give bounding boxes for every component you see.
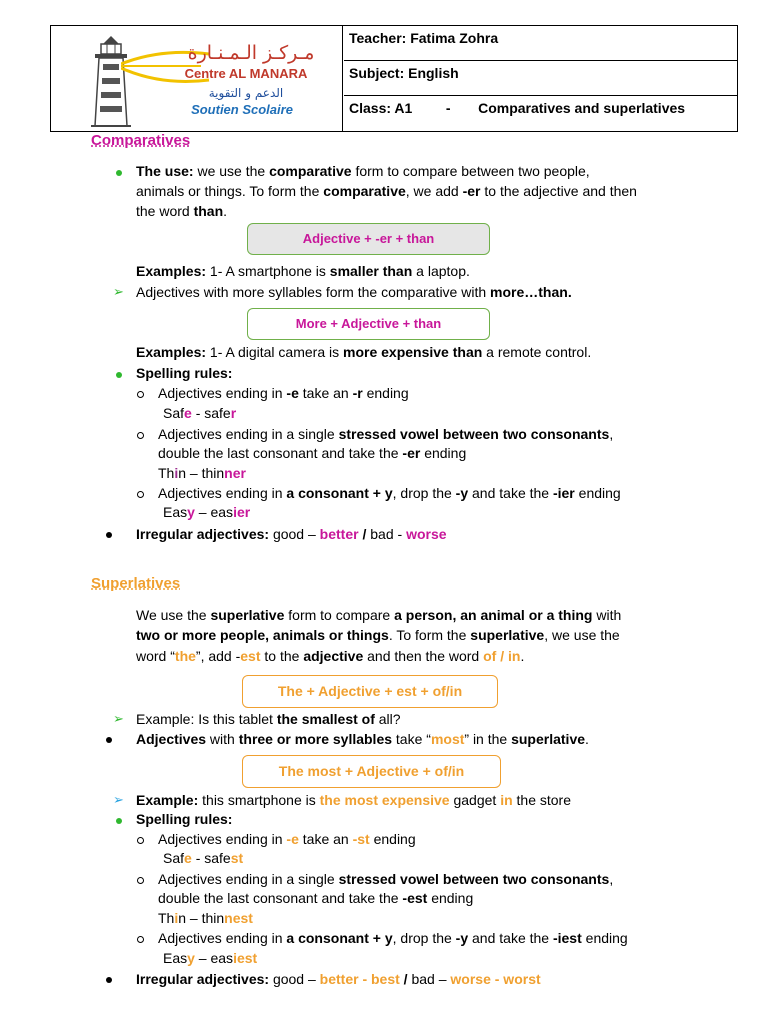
class-dash: -: [445, 100, 451, 116]
logo-cell: [51, 26, 343, 131]
comparatives-rule3-example: Easy – easier: [163, 504, 251, 520]
circle-bullet-icon: [137, 491, 144, 498]
arrow-bullet-icon: ➢: [113, 284, 124, 299]
superlative-formula-box: The + Adjective + est + of/in: [242, 675, 498, 708]
comparatives-spelling-label: Spelling rules:: [136, 365, 233, 381]
circle-bullet-icon: [137, 936, 144, 943]
superlatives-para-line3: word “the”, add -est to the adjective and then the word of / in.: [136, 648, 525, 664]
bullet-dot-icon: [116, 170, 122, 176]
superlatives-spelling-label: Spelling rules:: [136, 811, 233, 827]
circle-bullet-icon: [137, 432, 144, 439]
header-table: [50, 25, 738, 132]
superlatives-rule2-line2: double the last consonant and take the -est ending: [158, 890, 474, 906]
comparatives-title: Comparatives: [91, 132, 191, 149]
circle-bullet-icon: [137, 837, 144, 844]
superlatives-example2: Example: this smartphone is the most expensive gadget in the store: [136, 792, 572, 808]
class-topic: Comparatives and superlatives: [478, 100, 686, 116]
superlatives-para-line1: We use the superlative form to compare a person, an animal or a thing with: [136, 607, 622, 623]
subject-field: Subject: English: [344, 61, 738, 96]
comparatives-long-adjectives: Adjectives with more syllables form the comparative with more…than.: [136, 284, 572, 300]
logo-arabic-name: مـركـز الـمـنـارة: [187, 42, 315, 64]
superlatives-example1: Example: Is this tablet the smallest of all?: [136, 711, 401, 727]
superlatives-rule3-example: Easy – easiest: [163, 950, 258, 966]
comparatives-example2: Examples: 1- A digital camera is more expensive than a remote control.: [136, 344, 592, 360]
superlatives-rule3: Adjectives ending in a consonant + y, drop the -y and take the -iest ending: [158, 930, 628, 946]
superlatives-para-line2: two or more people, animals or things. To form the superlative, we use the: [136, 627, 620, 643]
comparative-formula-box: Adjective + -er + than: [247, 223, 490, 255]
class-label: Class: A1: [349, 100, 413, 116]
superlatives-long-adjectives: Adjectives with three or more syllables take “most” in the superlative.: [136, 731, 589, 747]
comparatives-use-line1: The use: we use the comparative form to compare between two people,: [136, 163, 590, 179]
superlatives-rule1: Adjectives ending in -e take an -st ending: [158, 831, 416, 847]
superlatives-irregular: Irregular adjectives: good – better - best / bad – worse - worst: [136, 971, 541, 987]
logo-arabic-sub: الدعم و التقوية: [208, 86, 284, 100]
superlatives-rule2: Adjectives ending in a single stressed vowel between two consonants,: [158, 871, 614, 887]
comparatives-irregular: Irregular adjectives: good – better / bad - worse: [136, 526, 447, 542]
circle-bullet-icon: [137, 877, 144, 884]
arrow-bullet-icon: ➢: [113, 711, 124, 726]
comparatives-rule2-example: Thin – thinner: [158, 465, 246, 481]
bullet-dot-icon: [106, 737, 112, 743]
comparatives-rule1-example: Safe - safer: [163, 405, 237, 421]
bullet-dot-icon: [106, 977, 112, 983]
teacher-field: Teacher: Fatima Zohra: [344, 26, 738, 61]
circle-bullet-icon: [137, 391, 144, 398]
most-formula-box: The most + Adjective + of/in: [242, 755, 501, 788]
superlatives-title: Superlatives: [91, 575, 181, 592]
comparatives-rule2: Adjectives ending in a single stressed vowel between two consonants,: [158, 426, 614, 442]
comparatives-example1: Examples: 1- A smartphone is smaller than a laptop.: [136, 263, 470, 279]
comparatives-rule1: Adjectives ending in -e take an -r ending: [158, 385, 409, 401]
superlatives-rule2-example: Thin – thinnest: [158, 910, 253, 926]
logo-latin-name: Centre AL MANARA: [184, 66, 308, 81]
comparatives-use-line2: animals or things. To form the comparative, we add -er to the adjective and then: [136, 183, 637, 199]
bullet-dot-icon: [106, 532, 112, 538]
more-formula-box: More + Adjective + than: [247, 308, 490, 340]
comparatives-rule2-line2: double the last consonant and take the -er ending: [158, 445, 467, 461]
class-field: [344, 96, 738, 131]
bullet-dot-icon: [116, 372, 122, 378]
bullet-dot-icon: [116, 818, 122, 824]
comparatives-use-line3: the word than.: [136, 203, 228, 219]
superlatives-rule1-example: Safe - safest: [163, 850, 244, 866]
logo-sub: Soutien Scolaire: [191, 102, 293, 117]
arrow-bullet-icon: ➢: [113, 792, 124, 807]
comparatives-rule3: Adjectives ending in a consonant + y, drop the -y and take the -ier ending: [158, 485, 621, 501]
